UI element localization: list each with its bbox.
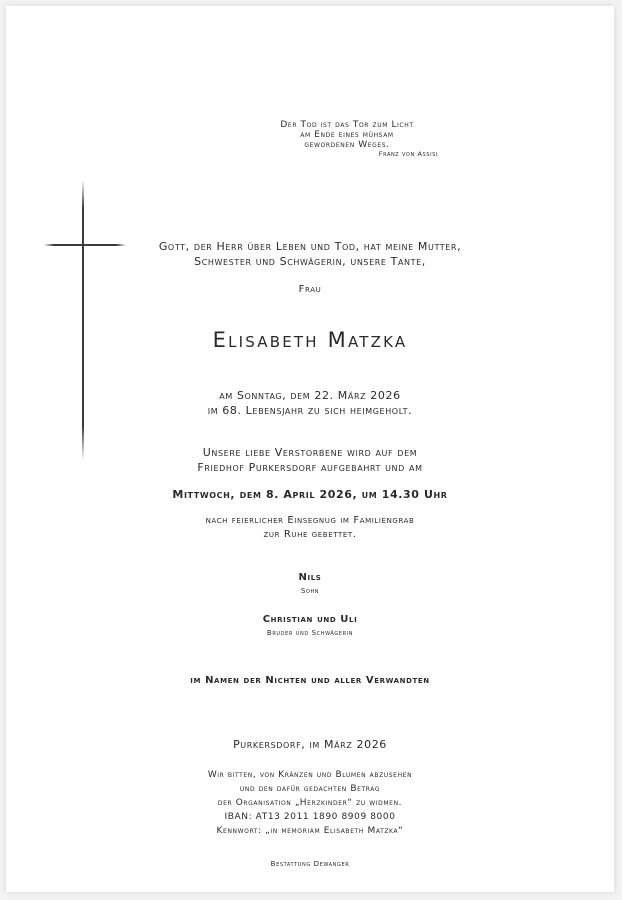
mourner-relation: Bruder und Schwägerin [266, 629, 354, 637]
donation-line: Wir bitten, von Kränzen und Blumen abzusehen [207, 770, 413, 780]
undertaker: Bestattung Dewanger [270, 860, 350, 868]
salutation: Frau [298, 284, 322, 295]
deceased-name: Elisabeth Matzka [212, 328, 408, 352]
mourner-name: Nils [298, 572, 322, 583]
funeral-line: Friedhof Purkersdorf aufgebahrt und am [197, 461, 423, 474]
mourner-relation: Sohn [300, 587, 320, 595]
funeral-line: Unsere liebe Verstorbene wird auf dem [202, 446, 418, 459]
cross-icon [82, 180, 84, 460]
donation-iban: IBAN: AT13 2011 1890 8909 8000 [224, 812, 396, 822]
mourner-name: Christian und Uli [262, 614, 358, 625]
donation-line: und den dafür gedachten Betrag [239, 784, 381, 794]
obituary-card [6, 6, 614, 892]
death-line: am Sonntag, dem 22. März 2026 [219, 389, 401, 402]
opening-quote [252, 120, 442, 159]
funeral-line: nach feierlicher Einsegnug im Familiengrab [205, 515, 415, 526]
death-line: im 68. Lebensjahr zu sich heimgeholt. [207, 404, 413, 417]
quote-author: Franz von Assisi [378, 150, 438, 158]
quote-line: Der Tod ist das Tor zum Licht [280, 120, 414, 130]
relatives-line: im Namen der Nichten und aller Verwandten [190, 675, 430, 686]
funeral-date: Mittwoch, dem 8. April 2026, um 14.30 Uhr [172, 488, 448, 501]
quote-line: gewordenen Weges. [304, 140, 390, 150]
donation-line: der Organisation „Herzkinder“ zu widmen. [217, 798, 403, 808]
intro-line: Schwester und Schwägerin, unsere Tante, [194, 255, 426, 268]
funeral-line: zur Ruhe gebettet. [263, 529, 357, 540]
intro-line: Gott, der Herr über Leben und Tod, hat meine Mutter, [158, 240, 462, 253]
donation-keyword: Kennwort: „in memoriam Elisabeth Matzka“ [216, 826, 404, 836]
place-date: Purkersdorf, im März 2026 [233, 738, 387, 751]
quote-line: am Ende eines mühsam [300, 130, 394, 140]
